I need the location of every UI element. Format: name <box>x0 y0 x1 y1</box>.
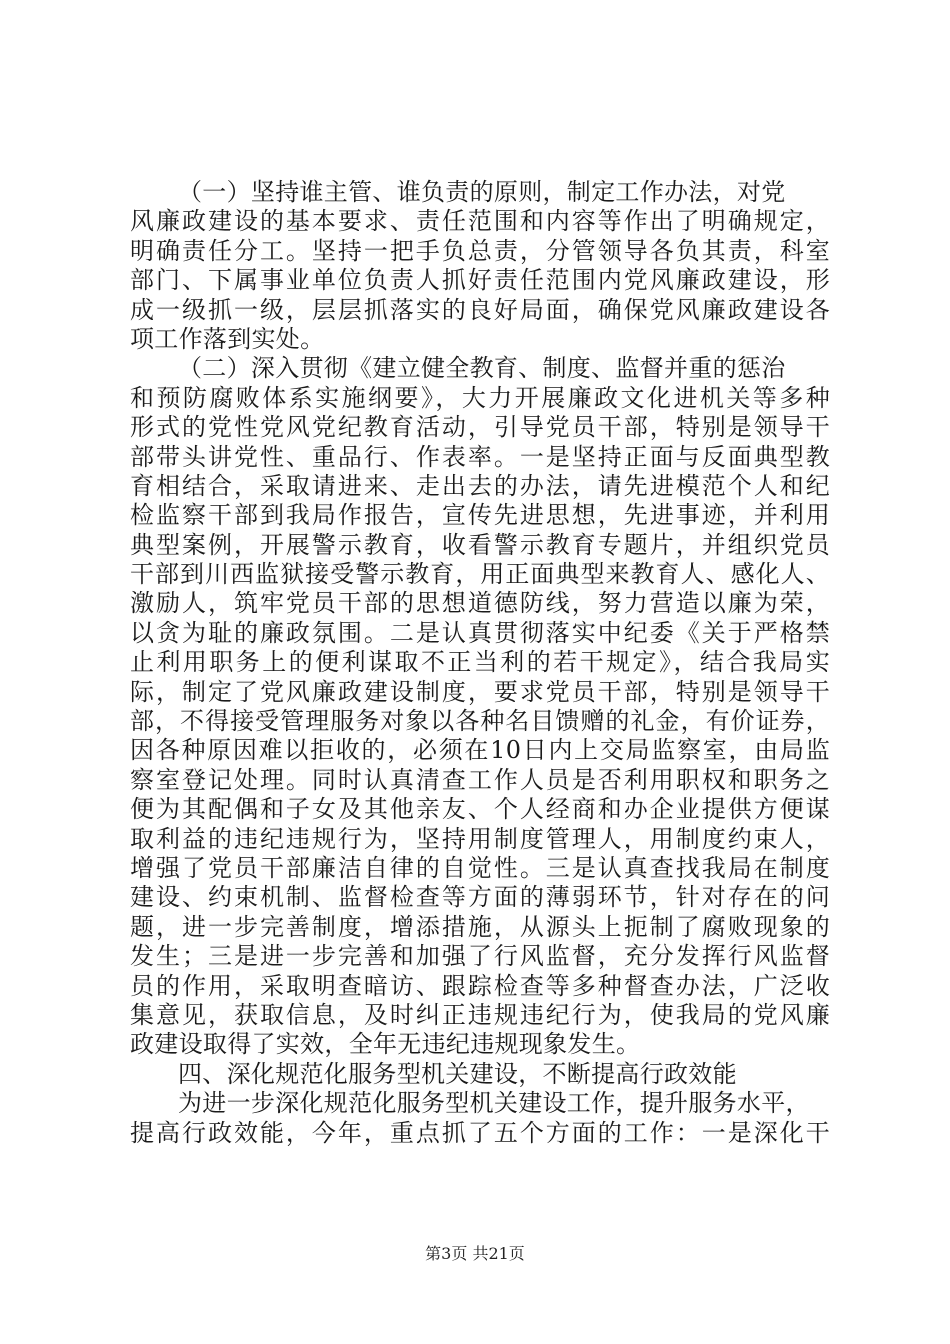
paragraph-1-line-4: 部门、下属事业单位负责人抓好责任范围内党风廉政建设，形 <box>130 266 830 295</box>
paragraph-2-line-16: 便为其配偶和子女及其他亲友、个人经商和办企业提供方便谋 <box>130 795 830 824</box>
paragraph-1-line-1: （一）坚持谁主管、谁负责的原则，制定工作办法，对党 <box>178 178 786 206</box>
paragraph-2-line-4: 部带头讲党性、重品行、作表率。一是坚持正面与反面典型教 <box>130 442 830 471</box>
paragraph-2-line-19: 建设、约束机制、监督检查等方面的薄弱环节，针对存在的问 <box>130 883 830 912</box>
paragraph-2-line-12: 际，制定了党风廉政建设制度，要求党员干部，特别是领导干 <box>130 677 830 706</box>
paragraph-2-line-17: 取利益的违纪违规行为，坚持用制度管理人，用制度约束人， <box>130 824 830 853</box>
paragraph-2-line-2: 和预防腐败体系实施纲要》，大力开展廉政文化进机关等多种 <box>130 383 830 412</box>
paragraph-2-line-7: 典型案例，开展警示教育，收看警示教育专题片，并组织党员 <box>130 530 830 559</box>
page-number-footer: 第3页 共21页 <box>425 1244 525 1263</box>
paragraph-2-line-23: 集意见，获取信息，及时纠正违规违纪行为，使我局的党风廉 <box>130 1000 830 1029</box>
paragraph-3-line-2: 提高行政效能，今年，重点抓了五个方面的工作：一是深化干 <box>130 1118 830 1147</box>
paragraph-2-line-20: 题，进一步完善制度，增添措施，从源头上扼制了腐败现象的 <box>130 912 830 941</box>
paragraph-2-line-8: 干部到川西监狱接受警示教育，用正面典型来教育人、感化人、 <box>130 560 830 589</box>
section-heading-4: 四、深化规范化服务型机关建设，不断提高行政效能 <box>178 1059 737 1088</box>
paragraph-2-line-5: 育相结合，采取请进来、走出去的办法，请先进模范个人和纪 <box>130 471 830 500</box>
paragraph-2-line-15: 察室登记处理。同时认真清查工作人员是否利用职权和职务之 <box>130 765 830 794</box>
paragraph-1-line-5: 成一级抓一级，层层抓落实的良好局面，确保党风廉政建设各 <box>130 295 830 324</box>
paragraph-1-line-6: 项工作落到实处。 <box>130 324 325 353</box>
paragraph-2-line-9: 激励人，筑牢党员干部的思想道德防线，努力营造以廉为荣， <box>130 589 830 618</box>
paragraph-2-line-6: 检监察干部到我局作报告，宣传先进思想，先进事迹，并利用 <box>130 501 830 530</box>
paragraph-2-line-21: 发生；三是进一步完善和加强了行风监督，充分发挥行风监督 <box>130 942 830 971</box>
paragraph-2-line-18: 增强了党员干部廉洁自律的自觉性。三是认真查找我局在制度 <box>130 853 830 882</box>
paragraph-2-line-10: 以贪为耻的廉政氛围。二是认真贯彻落实中纪委《关于严格禁 <box>130 618 830 647</box>
paragraph-2-line-13: 部，不得接受管理服务对象以各种名目馈赠的礼金，有价证券， <box>130 707 830 736</box>
body-text <box>130 178 830 1148</box>
paragraph-2-line-22: 员的作用，采取明查暗访、跟踪检查等多种督查办法，广泛收 <box>130 971 830 1000</box>
paragraph-1-line-2: 风廉政建设的基本要求、责任范围和内容等作出了明确规定， <box>130 207 830 236</box>
paragraph-2-line-1: （二）深入贯彻《建立健全教育、制度、监督并重的惩治 <box>178 354 786 383</box>
paragraph-2-line-24: 政建设取得了实效，全年无违纪违规现象发生。 <box>130 1030 641 1059</box>
paragraph-1-line-3: 明确责任分工。坚持一把手负总责，分管领导各负其责，科室 <box>130 236 830 265</box>
paragraph-2-line-14: 因各种原因难以拒收的，必须在10日内上交局监察室，由局监 <box>130 736 830 765</box>
paragraph-2-line-11: 止利用职务上的便利谋取不正当利的若干规定》，结合我局实 <box>130 648 830 677</box>
paragraph-3-line-1: 为进一步深化规范化服务型机关建设工作，提升服务水平， <box>178 1089 810 1118</box>
paragraph-2-line-3: 形式的党性党风党纪教育活动，引导党员干部，特别是领导干 <box>130 413 830 442</box>
